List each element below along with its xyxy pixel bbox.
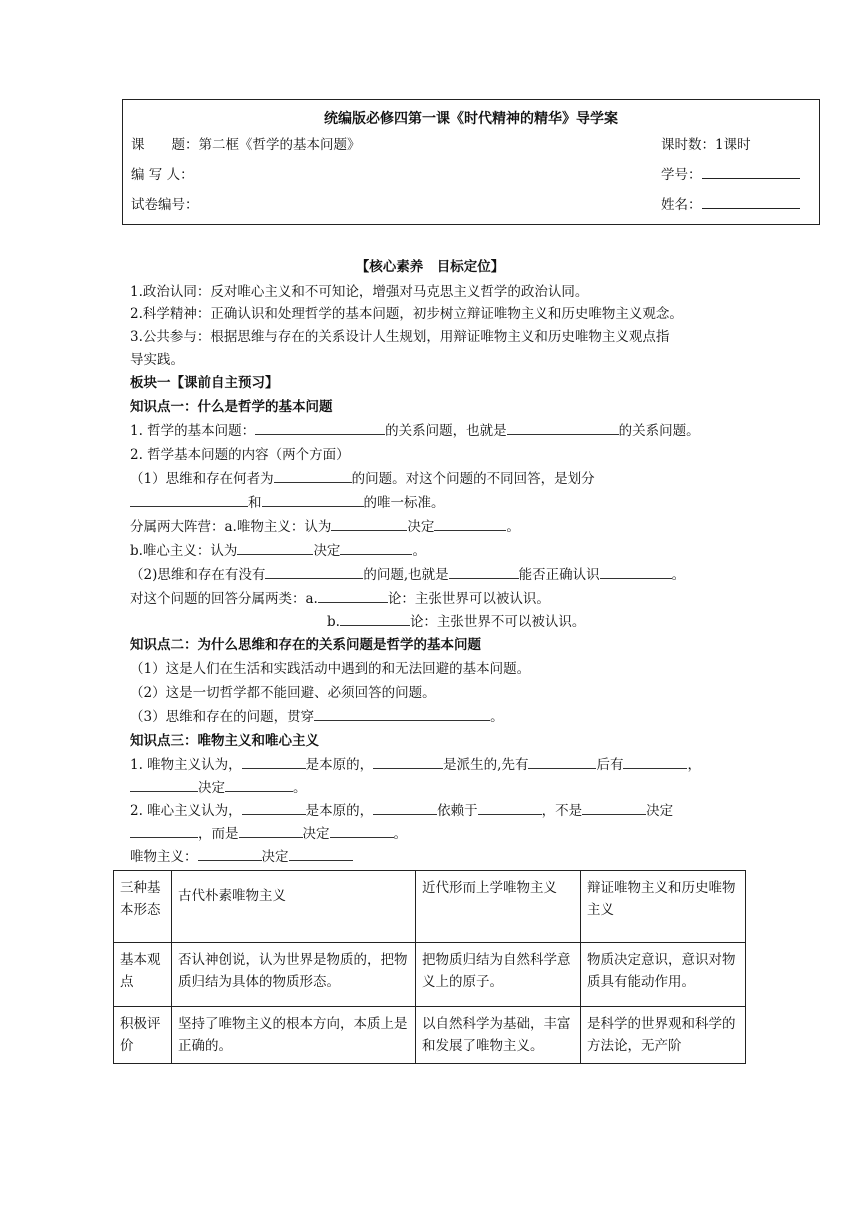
blank-field[interactable] xyxy=(130,492,248,507)
kp3-line-4 xyxy=(130,823,407,845)
table-cell: 古代朴素唯物主义 xyxy=(172,871,416,943)
text: 依赖于 xyxy=(437,803,478,819)
text: 。 xyxy=(490,709,504,725)
text: 的关系问题，也就是 xyxy=(385,423,507,439)
kp2-line-2: （2）这是一切哲学都不能回避、必须回答的问题。 xyxy=(130,685,436,701)
kp1-line-1 xyxy=(130,420,700,442)
blank-field[interactable] xyxy=(130,777,198,792)
blank-field[interactable] xyxy=(507,420,619,435)
core-item-3: 3.公共参与：根据思维与存在的关系设计人生规划，用辩证唯物主义和历史唯物主义观点指 xyxy=(130,329,670,345)
text: 决定 xyxy=(313,543,341,559)
blank-field[interactable] xyxy=(225,777,293,792)
text: 。 xyxy=(506,519,520,535)
text: 的唯一标准。 xyxy=(363,495,445,511)
blank-field[interactable] xyxy=(242,754,306,769)
blank-field[interactable] xyxy=(274,468,352,483)
kp1-line-8 xyxy=(130,588,550,610)
section1-heading: 板块一【课前自主预习】 xyxy=(130,375,279,391)
blank-field[interactable] xyxy=(623,754,687,769)
table-cell: 把物质归结为自然科学意义上的原子。 xyxy=(416,943,581,1007)
text: ，不是 xyxy=(541,803,583,819)
blank-field[interactable] xyxy=(340,611,410,626)
text: 论：主张世界可以被认识。 xyxy=(387,591,550,607)
text: 能否正确认识 xyxy=(518,567,600,583)
table-cell: 否认神创说，认为世界是物质的，把物质归结为具体的物质形态。 xyxy=(172,943,416,1007)
text: 2. 唯心主义认为， xyxy=(130,803,242,819)
kp1-heading: 知识点一：什么是哲学的基本问题 xyxy=(130,399,333,415)
text: ， xyxy=(687,757,701,773)
text: 是本原的， xyxy=(305,803,374,819)
kp3-line-3 xyxy=(130,800,673,822)
blank-field[interactable] xyxy=(449,564,519,579)
text: ，而是 xyxy=(198,826,239,842)
text: 唯物主义： xyxy=(130,849,198,865)
blank-field[interactable] xyxy=(265,564,363,579)
header-box xyxy=(122,99,820,225)
worksheet-title: 统编版必修四第一课《时代精神的精华》导学案 xyxy=(324,111,618,127)
blank-field[interactable] xyxy=(314,706,490,721)
text: （1）思维和存在何者为 xyxy=(130,471,274,487)
blank-field[interactable] xyxy=(330,823,394,838)
text: （3）思维和存在的问题，贯穿 xyxy=(130,709,315,725)
student-no-field[interactable] xyxy=(702,164,800,179)
kp3-heading: 知识点三：唯物主义和唯心主义 xyxy=(130,733,319,749)
text: 是派生的,先有 xyxy=(443,757,529,773)
text: （2)思维和存在有没有 xyxy=(130,567,266,583)
text: 1. 哲学的基本问题： xyxy=(130,423,256,439)
core-heading: 【核心素养 目标定位】 xyxy=(355,259,505,275)
materialism-table xyxy=(113,870,745,1062)
kp1-line-3 xyxy=(130,468,595,490)
table-cell: 以自然科学为基础，丰富和发展了唯物主义。 xyxy=(416,1007,581,1064)
kp1-line-9 xyxy=(327,611,585,633)
blank-field[interactable] xyxy=(373,754,443,769)
core-item-4: 导实践。 xyxy=(130,352,184,368)
kp3-line-5 xyxy=(130,846,353,868)
paper-no-label: 试卷编号： xyxy=(131,197,199,213)
blank-field[interactable] xyxy=(255,420,385,435)
table-cell: 基本观点 xyxy=(114,943,172,1007)
text: b.唯心主义：认为 xyxy=(130,543,238,559)
table-cell: 近代形而上学唯物主义 xyxy=(416,871,581,943)
student-no-label: 学号： xyxy=(661,167,702,183)
kp1-line-7 xyxy=(130,564,685,586)
blank-field[interactable] xyxy=(239,823,303,838)
text: 决定 xyxy=(198,780,225,796)
kp2-line-1: （1）这是人们在生活和实践活动中遇到的和无法回避的基本问题。 xyxy=(130,661,531,677)
blank-field[interactable] xyxy=(528,754,596,769)
table-cell: 是科学的世界观和科学的 方法论，无产阶 xyxy=(581,1007,746,1064)
table-row xyxy=(114,943,746,1007)
text: 的问题,也就是 xyxy=(363,567,449,583)
text: 决定 xyxy=(302,826,330,842)
table-row xyxy=(114,871,746,943)
blank-field[interactable] xyxy=(373,800,437,815)
kp2-line-3 xyxy=(130,706,504,728)
text: 1. 唯物主义认为， xyxy=(130,757,242,773)
text: 是本原的， xyxy=(305,757,374,773)
kp1-line-4 xyxy=(130,492,445,514)
topic-label: 课 题：第二框《哲学的基本问题》 xyxy=(131,137,361,153)
table-cell: 坚持了唯物主义的根本方向，本质上是正确的。 xyxy=(172,1007,416,1064)
table-row xyxy=(114,1007,746,1064)
kp1-line-6 xyxy=(130,540,426,562)
author-label: 编 写 人： xyxy=(131,167,194,183)
blank-field[interactable] xyxy=(434,516,506,531)
blank-field[interactable] xyxy=(237,540,313,555)
blank-field[interactable] xyxy=(262,492,364,507)
name-field[interactable] xyxy=(702,194,800,209)
table-cell: 积极评价 xyxy=(114,1007,172,1064)
hours-label: 课时数：1课时 xyxy=(661,137,751,153)
kp1-line-2: 2. 哲学基本问题的内容（两个方面） xyxy=(130,447,350,463)
blank-field[interactable] xyxy=(478,800,542,815)
blank-field[interactable] xyxy=(318,588,388,603)
text: 对这个问题的回答分属两类：a. xyxy=(130,591,318,607)
blank-field[interactable] xyxy=(289,846,353,861)
table-cell: 三种基本形态 xyxy=(114,871,172,943)
text: 。 xyxy=(412,543,426,559)
kp3-line-1 xyxy=(130,754,701,776)
name-label: 姓名： xyxy=(661,197,702,213)
text: 的关系问题。 xyxy=(618,423,700,439)
text: 决定 xyxy=(646,803,674,819)
blank-field[interactable] xyxy=(340,540,412,555)
text: 。 xyxy=(293,780,307,796)
kp3-line-2 xyxy=(130,777,307,799)
text: 决定 xyxy=(261,849,289,865)
blank-field[interactable] xyxy=(130,823,198,838)
blank-field[interactable] xyxy=(600,564,672,579)
text: 。 xyxy=(671,567,686,583)
kp1-line-5 xyxy=(130,516,520,538)
text: 论：主张世界不可以被认识。 xyxy=(409,614,586,630)
text: 的问题。对这个问题的不同回答，是划分 xyxy=(351,471,595,487)
text: 。 xyxy=(393,826,407,842)
text: b. xyxy=(327,614,340,630)
table-cell: 辩证唯物主义和历史唯物主义 xyxy=(581,871,746,943)
blank-field[interactable] xyxy=(242,800,306,815)
text: 分属两大阵营：a.唯物主义：认为 xyxy=(130,519,332,535)
blank-field[interactable] xyxy=(582,800,646,815)
text: 决定 xyxy=(407,519,435,535)
blank-field[interactable] xyxy=(198,846,262,861)
text: 后有 xyxy=(596,757,624,773)
kp2-heading: 知识点二：为什么思维和存在的关系问题是哲学的基本问题 xyxy=(130,637,481,653)
core-item-1: 1.政治认同：反对唯心主义和不可知论，增强对马克思主义哲学的政治认同。 xyxy=(130,284,589,300)
text: 和 xyxy=(248,495,262,511)
blank-field[interactable] xyxy=(331,516,407,531)
table-cell: 物质决定意识，意识对物质具有能动作用。 xyxy=(581,943,746,1007)
core-item-2: 2.科学精神：正确认识和处理哲学的基本问题，初步树立辩证唯物主义和历史唯物主义观念。 xyxy=(130,306,683,322)
